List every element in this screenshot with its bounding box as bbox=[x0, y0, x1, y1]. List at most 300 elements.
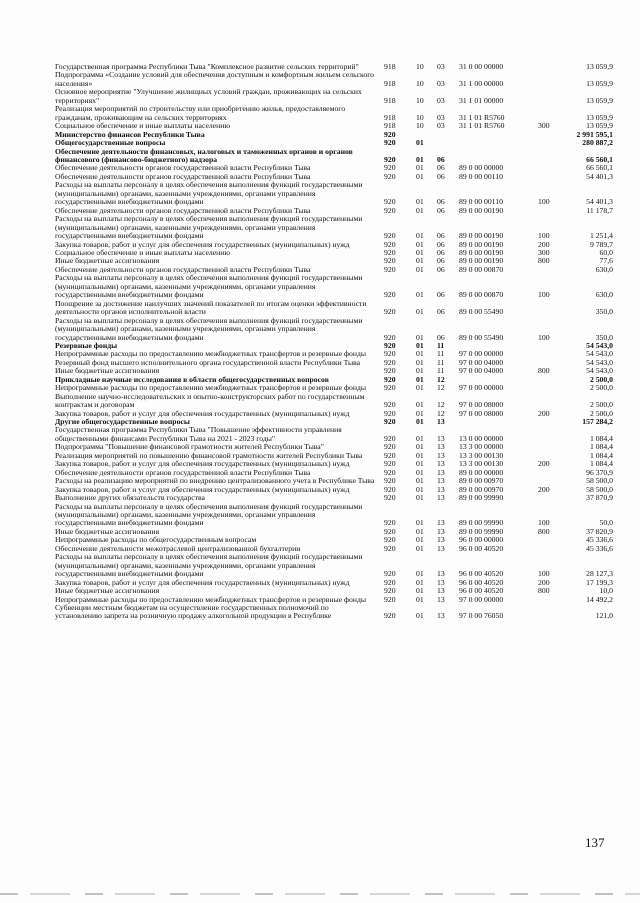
target-article-code: 89 0 00 00870 bbox=[459, 290, 504, 300]
subsection-code: 03 bbox=[437, 62, 445, 71]
section-code: 01 bbox=[416, 383, 424, 393]
row-name: Выполнение других обязательств государства bbox=[55, 493, 205, 503]
subsection-code: 12 bbox=[437, 408, 445, 418]
target-article-code: 89 0 00 00190 bbox=[459, 231, 504, 241]
amount: 17 199,3 bbox=[586, 577, 613, 587]
section-code: 01 bbox=[416, 518, 424, 528]
section-code: 01 bbox=[416, 459, 424, 469]
department-code: 918 bbox=[384, 78, 396, 88]
target-article-code: 13 3 00 00000 bbox=[459, 442, 504, 452]
department-code: 920 bbox=[384, 374, 396, 384]
department-code: 920 bbox=[384, 467, 396, 477]
department-code: 920 bbox=[384, 493, 396, 503]
row-name: Обеспечение деятельности органов государственной власти Республики Тыва bbox=[55, 205, 311, 215]
row-name: Государственная программа Республики Тыва "Комплексное развитие сельских территорий" bbox=[55, 62, 359, 71]
subsection-code: 06 bbox=[437, 332, 445, 342]
amount: 50,0 bbox=[599, 518, 613, 528]
amount: 280 887,2 bbox=[582, 138, 613, 148]
department-code: 920 bbox=[384, 577, 396, 587]
expense-type-code: 300 bbox=[538, 121, 550, 131]
row-name: Непрограммные расходы по предоставлению межбюджетных трансфертов и резервные фонды bbox=[55, 594, 367, 604]
expense-type-code: 200 bbox=[538, 408, 550, 418]
section-code: 01 bbox=[416, 366, 424, 376]
subsection-code: 06 bbox=[437, 307, 445, 317]
target-article-code: 89 0 00 00190 bbox=[459, 256, 504, 266]
section-code: 01 bbox=[416, 231, 424, 241]
amount: 77,6 bbox=[599, 256, 613, 266]
amount: 13 059,9 bbox=[586, 62, 613, 71]
amount: 66 560,1 bbox=[586, 163, 613, 173]
department-code: 920 bbox=[384, 366, 396, 376]
department-code: 920 bbox=[384, 307, 396, 317]
subsection-code: 03 bbox=[437, 95, 445, 105]
target-article-code: 31 1 01 00000 bbox=[459, 95, 504, 105]
amount: 45 336,6 bbox=[586, 543, 613, 553]
table-row bbox=[55, 426, 615, 443]
amount: 96 370,9 bbox=[586, 467, 613, 477]
department-code: 920 bbox=[384, 535, 396, 545]
target-article-code: 89 0 00 00000 bbox=[459, 163, 504, 173]
department-code: 920 bbox=[384, 433, 396, 443]
subsection-code: 13 bbox=[437, 433, 445, 443]
table-row bbox=[55, 300, 615, 317]
amount: 28 127,3 bbox=[586, 569, 613, 579]
section-code: 01 bbox=[416, 171, 424, 181]
subsection-code: 13 bbox=[437, 569, 445, 579]
subsection-code: 13 bbox=[437, 467, 445, 477]
section-code: 01 bbox=[416, 543, 424, 553]
target-article-code: 13 0 00 00000 bbox=[459, 433, 504, 443]
table-row bbox=[55, 215, 615, 240]
target-article-code: 96 0 00 00000 bbox=[459, 535, 504, 545]
subsection-code: 06 bbox=[437, 171, 445, 181]
target-article-code: 89 0 00 55490 bbox=[459, 332, 504, 342]
department-code: 920 bbox=[384, 129, 396, 139]
section-code: 01 bbox=[416, 138, 424, 148]
department-code: 920 bbox=[384, 586, 396, 596]
department-code: 920 bbox=[384, 476, 396, 486]
department-code: 918 bbox=[384, 62, 396, 71]
department-code: 920 bbox=[384, 332, 396, 342]
section-code: 10 bbox=[416, 62, 424, 71]
amount: 2 500,0 bbox=[589, 374, 613, 384]
section-code: 01 bbox=[416, 374, 424, 384]
target-article-code: 31 1 00 00000 bbox=[459, 78, 504, 88]
amount: 350,0 bbox=[595, 307, 613, 317]
expense-type-code: 100 bbox=[538, 332, 550, 342]
department-code: 920 bbox=[384, 357, 396, 367]
department-code: 920 bbox=[384, 247, 396, 257]
amount: 2 500,0 bbox=[589, 408, 613, 418]
amount: 54 543,0 bbox=[586, 366, 613, 376]
department-code: 920 bbox=[384, 154, 396, 164]
section-code: 01 bbox=[416, 163, 424, 173]
subsection-code: 03 bbox=[437, 121, 445, 131]
section-code: 01 bbox=[416, 569, 424, 579]
section-code: 01 bbox=[416, 400, 424, 410]
target-article-code: 89 0 00 00190 bbox=[459, 239, 504, 249]
row-name: Основное мероприятие "Улучшение жилищных условий граждан, проживающих на сельских территориях" bbox=[55, 87, 362, 105]
row-name: Прикладные научные исследования в области общегосударственных вопросов bbox=[55, 374, 329, 384]
table-row bbox=[55, 88, 615, 105]
subsection-code: 13 bbox=[437, 594, 445, 604]
subsection-code: 13 bbox=[437, 484, 445, 494]
row-name: Государственная программа Республики Тыва "Повышение эффективности управления общественными финансами Республики Тыва на 2021 - 2023 годы" bbox=[55, 425, 342, 443]
target-article-code: 97 0 00 76050 bbox=[459, 611, 504, 621]
row-name: Обеспечение деятельности межотраслевой централизованной бухгалтерии bbox=[55, 543, 301, 553]
subsection-code: 13 bbox=[437, 518, 445, 528]
subsection-code: 06 bbox=[437, 197, 445, 207]
subsection-code: 13 bbox=[437, 450, 445, 460]
row-name: Иные бюджетные ассигнования bbox=[55, 586, 160, 596]
row-name: Субвенции местным бюджетам на осуществление государственных полномочий по установлению запрета на розничную продажу алкогольной продукции в Республике bbox=[55, 603, 332, 621]
row-name: Расходы на выплаты персоналу в целях обеспечения выполнения функций государственными (муниципальными) органами, казенными учреждениями, органами управления государственными внебюджетными фондами bbox=[55, 273, 363, 300]
expense-type-code: 100 bbox=[538, 231, 550, 241]
row-name: Закупка товаров, работ и услуг для обеспечения государственных (муниципальных) нужд bbox=[55, 239, 350, 249]
row-name: Реализация мероприятий по строительству или приобретению жилья, предоставляемого гражданам, проживающим на сельских территориях bbox=[55, 104, 346, 122]
row-name: Расходы на выплаты персоналу в целях обеспечения выполнения функций государственными (муниципальными) органами, казенными учреждениями, органами управления государственными внебюджетными фондами bbox=[55, 501, 363, 528]
department-code: 920 bbox=[384, 569, 396, 579]
section-code: 01 bbox=[416, 154, 424, 164]
row-name: Обеспечение деятельности органов государственной власти Республики Тыва bbox=[55, 467, 311, 477]
table-row bbox=[55, 274, 615, 299]
target-article-code: 97 0 00 00000 bbox=[459, 594, 504, 604]
section-code: 10 bbox=[416, 78, 424, 88]
table-row bbox=[55, 604, 615, 621]
subsection-code: 12 bbox=[437, 383, 445, 393]
amount: 9 789,7 bbox=[589, 239, 613, 249]
amount: 1 084,4 bbox=[589, 433, 613, 443]
row-name: Расходы на выплаты персоналу в целях обеспечения выполнения функций государственными (муниципальными) органами, казенными учреждениями, органами управления государственными внебюджетными фондами bbox=[55, 180, 363, 207]
subsection-code: 13 bbox=[437, 493, 445, 503]
amount: 60,0 bbox=[599, 247, 613, 257]
section-code: 01 bbox=[416, 611, 424, 621]
section-code: 01 bbox=[416, 332, 424, 342]
subsection-code: 13 bbox=[437, 543, 445, 553]
amount: 10,0 bbox=[599, 586, 613, 596]
amount: 2 991 595,1 bbox=[576, 129, 613, 139]
department-code: 920 bbox=[384, 290, 396, 300]
department-code: 920 bbox=[384, 264, 396, 274]
target-article-code: 89 0 00 99990 bbox=[459, 526, 504, 536]
target-article-code: 89 0 00 00190 bbox=[459, 205, 504, 215]
expense-type-code: 800 bbox=[538, 526, 550, 536]
subsection-code: 06 bbox=[437, 163, 445, 173]
row-name: Обеспечение деятельности органов государственной власти Республики Тыва bbox=[55, 264, 311, 274]
department-code: 920 bbox=[384, 400, 396, 410]
expense-type-code: 100 bbox=[538, 518, 550, 528]
subsection-code: 11 bbox=[437, 340, 445, 350]
department-code: 920 bbox=[384, 340, 396, 350]
target-article-code: 89 0 00 00110 bbox=[459, 197, 503, 207]
subsection-code: 13 bbox=[437, 577, 445, 587]
row-name: Закупка товаров, работ и услуг для обеспечения государственных (муниципальных) нужд bbox=[55, 408, 350, 418]
section-code: 01 bbox=[416, 526, 424, 536]
target-article-code: 97 0 00 00000 bbox=[459, 383, 504, 393]
expense-type-code: 200 bbox=[538, 459, 550, 469]
row-name: Обеспечение деятельности органов государственной власти Республики Тыва bbox=[55, 171, 311, 181]
department-code: 920 bbox=[384, 484, 396, 494]
table-row bbox=[55, 393, 615, 410]
amount: 54 401,3 bbox=[586, 171, 613, 181]
amount: 37 870,9 bbox=[586, 493, 613, 503]
section-code: 01 bbox=[416, 197, 424, 207]
department-code: 920 bbox=[384, 138, 396, 148]
expense-type-code: 100 bbox=[538, 197, 550, 207]
row-name: Иные бюджетные ассигнования bbox=[55, 256, 160, 266]
target-article-code: 89 0 00 00110 bbox=[459, 171, 503, 181]
amount: 350,0 bbox=[595, 332, 613, 342]
subsection-code: 11 bbox=[437, 366, 445, 376]
amount: 630,0 bbox=[595, 290, 613, 300]
amount: 13 059,9 bbox=[586, 78, 613, 88]
row-name: Резервный фонд высшего исполнительного органа государственной власти Республики Тыва bbox=[55, 357, 361, 367]
section-code: 01 bbox=[416, 256, 424, 266]
section-code: 01 bbox=[416, 247, 424, 257]
subsection-code: 03 bbox=[437, 112, 445, 122]
subsection-code: 12 bbox=[437, 374, 445, 384]
subsection-code: 13 bbox=[437, 586, 445, 596]
section-code: 01 bbox=[416, 493, 424, 503]
target-article-code: 97 0 00 08000 bbox=[459, 408, 504, 418]
subsection-code: 03 bbox=[437, 78, 445, 88]
subsection-code: 06 bbox=[437, 239, 445, 249]
amount: 157 284,2 bbox=[582, 417, 613, 427]
expense-type-code: 200 bbox=[538, 577, 550, 587]
amount: 54 543,0 bbox=[586, 349, 613, 359]
amount: 121,0 bbox=[595, 611, 613, 621]
section-code: 01 bbox=[416, 577, 424, 587]
row-name: Расходы на выплаты персоналу в целях обеспечения выполнения функций государственными (муниципальными) органами, казенными учреждениями, органами управления государственными внебюджетными фондами bbox=[55, 552, 363, 579]
amount: 1 084,4 bbox=[589, 442, 613, 452]
row-name: Обеспечение деятельности финансовых, налоговых и таможенных органов и органов финансового (финансово-бюджетного) надзора bbox=[55, 146, 353, 164]
department-code: 918 bbox=[384, 95, 396, 105]
subsection-code: 13 bbox=[437, 459, 445, 469]
amount: 37 820,9 bbox=[586, 526, 613, 536]
row-name: Социальное обеспечение и иные выплаты населению bbox=[55, 121, 231, 131]
section-code: 01 bbox=[416, 205, 424, 215]
section-code: 01 bbox=[416, 535, 424, 545]
row-name: Обеспечение деятельности органов государственной власти Республики Тыва bbox=[55, 163, 311, 173]
row-name: Резервные фонды bbox=[55, 340, 118, 350]
expense-type-code: 100 bbox=[538, 290, 550, 300]
section-code: 10 bbox=[416, 112, 424, 122]
subsection-code: 13 bbox=[437, 535, 445, 545]
row-name: Непрограммные расходы по общегосударственным вопросам bbox=[55, 535, 257, 545]
table-row bbox=[55, 148, 615, 165]
department-code: 920 bbox=[384, 163, 396, 173]
department-code: 920 bbox=[384, 459, 396, 469]
department-code: 920 bbox=[384, 543, 396, 553]
department-code: 920 bbox=[384, 239, 396, 249]
row-name: Расходы на выплаты персоналу в целях обеспечения выполнения функций государственными (муниципальными) органами, казенными учреждениями, органами управления государственными внебюджетными фондами bbox=[55, 214, 363, 241]
table-row bbox=[55, 105, 615, 122]
table-row bbox=[55, 181, 615, 206]
target-article-code: 97 0 00 04000 bbox=[459, 366, 504, 376]
target-article-code: 97 0 00 00000 bbox=[459, 349, 504, 359]
amount: 1 251,4 bbox=[589, 231, 613, 241]
row-name: Поощрение за достижение наилучших значений показателей по итогам оценки эффективности деятельности органов исполнительной власти bbox=[55, 298, 367, 317]
department-code: 920 bbox=[384, 417, 396, 427]
budget-table bbox=[55, 63, 615, 621]
department-code: 920 bbox=[384, 442, 396, 452]
target-article-code: 89 0 00 00000 bbox=[459, 467, 504, 477]
amount: 2 500,0 bbox=[589, 383, 613, 393]
department-code: 920 bbox=[384, 408, 396, 418]
amount: 1 084,4 bbox=[589, 450, 613, 460]
section-code: 01 bbox=[416, 349, 424, 359]
scan-edge-artifact bbox=[0, 893, 640, 895]
amount: 54 401,3 bbox=[586, 197, 613, 207]
target-article-code: 97 0 00 04000 bbox=[459, 357, 504, 367]
row-name: Другие общегосударственные вопросы bbox=[55, 417, 190, 427]
section-code: 01 bbox=[416, 594, 424, 604]
table-row bbox=[55, 71, 615, 88]
subsection-code: 11 bbox=[437, 349, 445, 359]
target-article-code: 89 0 00 55490 bbox=[459, 307, 504, 317]
target-article-code: 96 0 00 40520 bbox=[459, 577, 504, 587]
section-code: 01 bbox=[416, 476, 424, 486]
amount: 66 560,1 bbox=[586, 154, 613, 164]
department-code: 920 bbox=[384, 256, 396, 266]
department-code: 920 bbox=[384, 197, 396, 207]
department-code: 920 bbox=[384, 450, 396, 460]
department-code: 918 bbox=[384, 121, 396, 131]
subsection-code: 06 bbox=[437, 256, 445, 266]
row-name: Подпрограмма "Повышение финансовой грамотности жителей Республики Тыва" bbox=[55, 442, 324, 452]
row-name: Непрограммные расходы по предоставлению межбюджетных трансфертов и резервные фонды bbox=[55, 383, 367, 393]
section-code: 01 bbox=[416, 417, 424, 427]
row-name: Общегосударственные вопросы bbox=[55, 138, 166, 148]
page-number: 137 bbox=[585, 835, 605, 850]
row-name: Подпрограмма «Создание условий для обеспечения доступным и комфортным жильем сельского населения» bbox=[55, 70, 374, 88]
row-name: Расходы на реализацию мероприятий по внедрению централизованного учета в Республике Тыва bbox=[55, 476, 375, 486]
subsection-code: 06 bbox=[437, 290, 445, 300]
section-code: 01 bbox=[416, 290, 424, 300]
row-name: Непрограммные расходы по предоставлению межбюджетных трансфертов и резервные фонды bbox=[55, 349, 367, 359]
amount: 2 500,0 bbox=[589, 400, 613, 410]
section-code: 01 bbox=[416, 484, 424, 494]
row-name: Реализация мероприятий по повышению финансовой грамотности жителей Республики Тыва bbox=[55, 450, 363, 460]
table-row bbox=[55, 503, 615, 528]
table-row bbox=[55, 317, 615, 342]
target-article-code: 89 0 00 99990 bbox=[459, 518, 504, 528]
amount: 58 500,0 bbox=[586, 476, 613, 486]
subsection-code: 11 bbox=[437, 357, 445, 367]
row-name: Социальное обеспечение и иные выплаты населению bbox=[55, 247, 231, 257]
department-code: 920 bbox=[384, 349, 396, 359]
expense-type-code: 200 bbox=[538, 484, 550, 494]
department-code: 920 bbox=[384, 611, 396, 621]
amount: 1 084,4 bbox=[589, 459, 613, 469]
department-code: 920 bbox=[384, 231, 396, 241]
section-code: 01 bbox=[416, 433, 424, 443]
row-name: Иные бюджетные ассигнования bbox=[55, 526, 160, 536]
amount: 13 059,9 bbox=[586, 121, 613, 131]
section-code: 01 bbox=[416, 467, 424, 477]
expense-type-code: 800 bbox=[538, 586, 550, 596]
target-article-code: 89 0 00 00970 bbox=[459, 476, 504, 486]
target-article-code: 89 0 00 00190 bbox=[459, 247, 504, 257]
subsection-code: 06 bbox=[437, 231, 445, 241]
row-name: Расходы на выплаты персоналу в целях обеспечения выполнения функций государственными (муниципальными) органами, казенными учреждениями, органами управления государственными внебюджетными фондами bbox=[55, 315, 363, 342]
expense-type-code: 800 bbox=[538, 366, 550, 376]
target-article-code: 96 0 00 40520 bbox=[459, 586, 504, 596]
department-code: 920 bbox=[384, 171, 396, 181]
amount: 13 059,9 bbox=[586, 112, 613, 122]
subsection-code: 13 bbox=[437, 442, 445, 452]
target-article-code: 96 0 00 40520 bbox=[459, 569, 504, 579]
section-code: 01 bbox=[416, 340, 424, 350]
section-code: 01 bbox=[416, 442, 424, 452]
subsection-code: 06 bbox=[437, 264, 445, 274]
section-code: 01 bbox=[416, 357, 424, 367]
expense-type-code: 200 bbox=[538, 239, 550, 249]
department-code: 920 bbox=[384, 526, 396, 536]
subsection-code: 13 bbox=[437, 611, 445, 621]
section-code: 01 bbox=[416, 450, 424, 460]
row-name: Закупка товаров, работ и услуг для обеспечения государственных (муниципальных) нужд bbox=[55, 459, 350, 469]
subsection-code: 13 bbox=[437, 526, 445, 536]
target-article-code: 96 0 00 40520 bbox=[459, 543, 504, 553]
amount: 58 500,0 bbox=[586, 484, 613, 494]
target-article-code: 89 0 00 99990 bbox=[459, 493, 504, 503]
table-row bbox=[55, 553, 615, 578]
amount: 13 059,9 bbox=[586, 95, 613, 105]
expense-type-code: 800 bbox=[538, 256, 550, 266]
row-name: Иные бюджетные ассигнования bbox=[55, 366, 160, 376]
section-code: 10 bbox=[416, 121, 424, 131]
subsection-code: 12 bbox=[437, 400, 445, 410]
section-code: 01 bbox=[416, 239, 424, 249]
row-name: Закупка товаров, работ и услуг для обеспечения государственных (муниципальных) нужд bbox=[55, 484, 350, 494]
department-code: 920 bbox=[384, 594, 396, 604]
target-article-code: 31 0 00 00000 bbox=[459, 62, 504, 71]
section-code: 01 bbox=[416, 408, 424, 418]
department-code: 918 bbox=[384, 112, 396, 122]
subsection-code: 06 bbox=[437, 247, 445, 257]
expense-type-code: 300 bbox=[538, 247, 550, 257]
subsection-code: 06 bbox=[437, 205, 445, 215]
department-code: 920 bbox=[384, 205, 396, 215]
amount: 630,0 bbox=[595, 264, 613, 274]
subsection-code: 13 bbox=[437, 476, 445, 486]
target-article-code: 89 0 00 00970 bbox=[459, 484, 504, 494]
section-code: 01 bbox=[416, 307, 424, 317]
amount: 54 543,0 bbox=[586, 340, 613, 350]
section-code: 01 bbox=[416, 586, 424, 596]
amount: 45 336,6 bbox=[586, 535, 613, 545]
amount: 14 492,2 bbox=[586, 594, 613, 604]
row-name: Закупка товаров, работ и услуг для обеспечения государственных (муниципальных) нужд bbox=[55, 577, 350, 587]
department-code: 920 bbox=[384, 383, 396, 393]
target-article-code: 13 3 00 00130 bbox=[459, 459, 504, 469]
department-code: 920 bbox=[384, 518, 396, 528]
row-name: Выполнение научно-исследовательских и опытно-конструкторских работ по государственным контрактам и договорам bbox=[55, 391, 365, 410]
target-article-code: 31 1 01 R5760 bbox=[459, 112, 505, 122]
section-code: 01 bbox=[416, 264, 424, 274]
target-article-code: 31 1 01 R5760 bbox=[459, 121, 505, 131]
amount: 54 543,0 bbox=[586, 357, 613, 367]
expense-type-code: 100 bbox=[538, 569, 550, 579]
target-article-code: 13 3 00 00130 bbox=[459, 450, 504, 460]
row-name: Министерство финансов Республики Тыва bbox=[55, 129, 205, 139]
target-article-code: 89 0 00 00870 bbox=[459, 264, 504, 274]
amount: 11 178,7 bbox=[586, 205, 613, 215]
subsection-code: 06 bbox=[437, 154, 445, 164]
section-code: 10 bbox=[416, 95, 424, 105]
target-article-code: 97 0 00 08000 bbox=[459, 400, 504, 410]
